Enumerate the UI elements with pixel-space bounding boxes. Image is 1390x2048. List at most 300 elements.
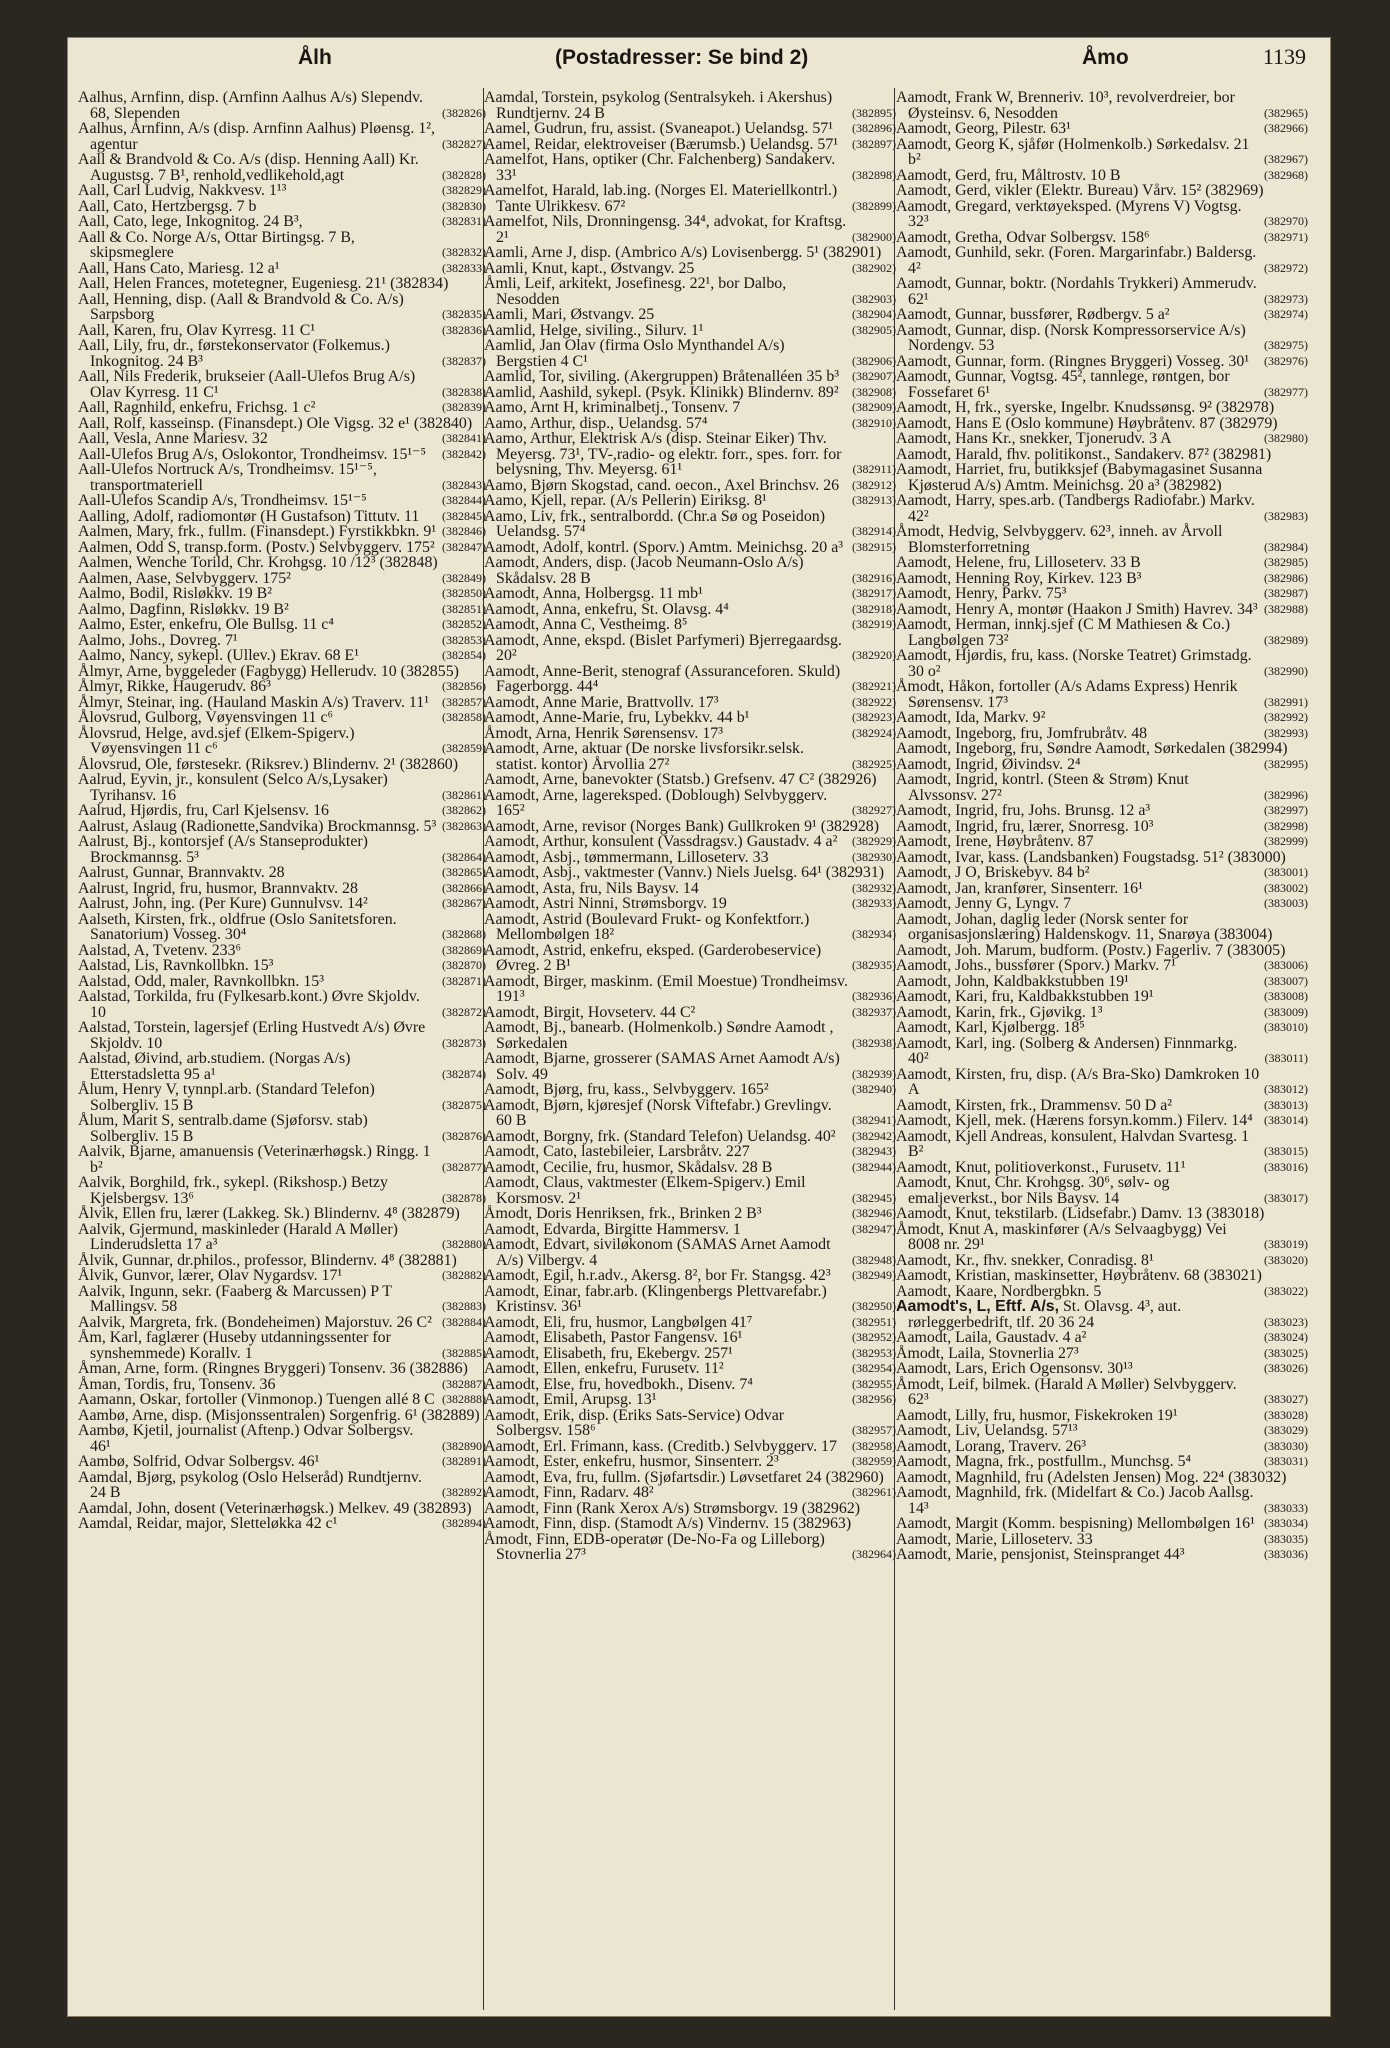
entry-text: Aamodt, Ingrid, fru, Johs. Brunsg. 12 a³ [896, 802, 1151, 819]
entry-text: Aamodt, Erik, disp. (Eriks Sats-Service) Odvar Solbergsv. 158⁶ [484, 1406, 785, 1439]
entry-phone-number: (382922) [852, 694, 896, 709]
entry-text: Aamodt, Harry, spes.arb. (Tandbergs Radiofabr.) Markv. 42² [896, 492, 1255, 525]
entry-text: Aalrust, Bj., kontorsjef (A/s Stanseprodukter) Brockmannsg. 5³ [78, 833, 368, 866]
entry-text: Aamodt, Georg K, sjåfør (Holmenkolb.) Sørkedalsv. 21 b² [896, 135, 1250, 168]
directory-entry [484, 1516, 896, 1532]
entry-text: Aalstad, Torkilda, fru (Fylkesarb.kont.) Øvre Skjoldv. 10 [78, 988, 420, 1021]
entry-text: Aamodt, Edvart, siviløkonom (SAMAS Arnet Aamodt A/s) Vilbergv. 4 [484, 1236, 831, 1269]
directory-entry [484, 369, 896, 385]
entry-text: Aalvik, Gjermund, maskinleder (Harald A Møller) Linderudsletta 17 a³ [78, 1220, 398, 1253]
directory-entry [484, 1315, 896, 1331]
entry-text: Aamo, Arnt H, kriminalbetj., Tonsenv. 7 [484, 399, 741, 416]
directory-entry [78, 90, 486, 121]
directory-entry [78, 989, 486, 1020]
entry-text: Aalstad, Torstein, lagersjef (Erling Hustvedt A/s) Øvre Skjoldv. 10 [78, 1019, 426, 1052]
entry-text: Aamo, Arthur, disp., Uelandsg. 57⁴ [484, 414, 708, 432]
directory-entry [896, 1067, 1308, 1098]
entry-phone-number: (382940) [852, 1082, 896, 1096]
entry-phone-number: (382832) [442, 245, 486, 259]
entry-phone-number: (382835) [442, 307, 486, 321]
entry-text: Aamodt, Georg, Pilestr. 63¹ [896, 120, 1071, 137]
entry-text: Aamo, Arthur, Elektrisk A/s (disp. Steinar Eiker) Thv. Meyersg. 73¹, TV-,radio- og elektr. forr., spes. forr. for belysning, Thv. Meyersg. 61¹ [484, 430, 842, 478]
directory-entry [896, 943, 1308, 959]
directory-entry [78, 1268, 486, 1284]
entry-text: Aall & Co. Norge A/s, Ottar Birtingsg. 7 B, skipsmeglere [78, 228, 355, 261]
entry-phone-number: (383026) [1264, 1361, 1308, 1375]
directory-entry [896, 1439, 1308, 1455]
directory-entry [78, 586, 486, 602]
directory-entry [78, 1144, 486, 1175]
entry-text: Aamodt, Bjarne, grosserer (SAMAS Arnet Aamodt A/s) Solv. 49 [484, 1050, 840, 1083]
entry-text: Aall, Helen Frances, motetegner, Eugeniesg. 21¹ (382834) [78, 275, 449, 292]
directory-entry [896, 230, 1308, 246]
directory-entry [484, 245, 896, 261]
directory-entry [78, 633, 486, 649]
entry-text: Aamodt's, L, Eftf. A/s, St. Olavsg. 4³, aut. rørleggerbedrift, tlf. 20 36 24 [896, 1298, 1182, 1331]
directory-entry [896, 1005, 1308, 1021]
directory-entry [484, 881, 896, 897]
entry-phone-number: (382923) [852, 710, 896, 724]
directory-entry [896, 1547, 1308, 1563]
directory-entry [896, 1175, 1308, 1206]
entry-text: Aamodt, Herman, innkj.sjef (C M Mathiesen & Co.) Langbølgen 73² [896, 616, 1231, 649]
directory-entry [78, 943, 486, 959]
entry-text: Aamodt, Anna, enkefru, St. Olavsg. 4⁴ [484, 600, 729, 618]
entry-text: Aalvik, Margreta, frk. (Bondeheimen) Majorstuv. 26 C² [78, 1313, 432, 1331]
entry-text: Aamodt, Arne, aktuar (De norske livsforsikr.selsk. statist. kontor) Årvollia 27² [484, 740, 804, 773]
entry-text: Aamodt, Knut, tekstilarb. (Lidsefabr.) Damv. 13 (383018) [896, 1205, 1265, 1222]
entry-text: Aamodt, Anna C, Vestheimg. 8⁵ [484, 616, 688, 633]
entry-text: Aamodt, Helene, fru, Lilloseterv. 33 B [896, 554, 1141, 571]
entry-text: Ålovsrud, Gulborg, Vøyensvingen 11 c⁶ [78, 709, 334, 726]
entry-text: Aamodt, Lars, Erich Ogensonsv. 30¹³ [896, 1360, 1133, 1377]
entry-phone-number: (382968) [1264, 167, 1308, 182]
entry-text: Aalrust, Ingrid, fru, husmor, Brannvaktv. 28 [78, 879, 358, 897]
directory-entry [484, 1377, 896, 1393]
entry-phone-number: (382882) [442, 1268, 486, 1282]
entry-text: Åmodt, Hedvig, Selvbyggerv. 62³, inneh. av Årvoll Blomsterforretning [896, 523, 1223, 556]
entry-text: Aall & Brandvold & Co. A/s (disp. Henning Aall) Kr. Augustsg. 7 B¹, renhold,vedlikehold,agt [78, 151, 419, 184]
directory-entry [484, 416, 896, 432]
entry-phone-number: (382837) [442, 353, 486, 368]
directory-entry [484, 1144, 896, 1160]
directory-entry [78, 121, 486, 152]
directory-entry [896, 819, 1308, 835]
directory-entry [78, 214, 486, 230]
entry-phone-number: (382872) [442, 1004, 486, 1019]
entry-text: Åmli, Leif, arkitekt, Josefinesg. 22¹, bor Dalbo, Nesodden [484, 275, 787, 308]
entry-phone-number: (382900) [852, 229, 896, 244]
entry-phone-number: (382885) [442, 1345, 486, 1360]
entry-phone-number: (382839) [442, 400, 486, 414]
entry-phone-number: (383025) [1264, 1345, 1308, 1360]
entry-text: Aamel, Reidar, elektroveiser (Bærumsb.) Uelandsg. 57¹ [484, 135, 839, 153]
entry-phone-number: (382828) [442, 167, 486, 182]
directory-entry [484, 664, 896, 695]
directory-entry [484, 1160, 896, 1176]
directory-entry [484, 834, 896, 850]
header-center-note: (Postadresser: Se bind 2) [555, 46, 809, 69]
directory-entry [896, 803, 1308, 819]
entry-phone-number: (382984) [1264, 539, 1308, 554]
directory-entry [78, 261, 486, 277]
entry-text: Aalvik, Borghild, frk., sykepl. (Rikshosp.) Betzy Kjelsbergsv. 13⁶ [78, 1174, 388, 1207]
entry-phone-number: (383001) [1264, 865, 1308, 879]
directory-entry [896, 354, 1308, 370]
entry-text: Aamodt, Gunhild, sekr. (Foren. Margarinfabr.) Baldersg. 4² [896, 244, 1257, 277]
entry-phone-number: (382858) [442, 710, 486, 724]
entry-text: Aamodt, Astri Ninni, Strømsborgv. 19 [484, 895, 727, 912]
directory-entry [896, 896, 1308, 912]
directory-entry [896, 881, 1308, 897]
directory-entry [78, 152, 486, 183]
entry-phone-number: (382996) [1264, 787, 1308, 802]
entry-text: Åmodt, Håkon, fortoller (A/s Adams Express) Henrik Sørensensv. 17³ [896, 678, 1238, 711]
entry-phone-number: (382985) [1264, 555, 1308, 569]
directory-entry [484, 493, 896, 509]
entry-text: Aalling, Adolf, radiomontør (H Gustafson) Tittutv. 11 [78, 507, 420, 525]
entry-phone-number: (383013) [1264, 1097, 1308, 1112]
entry-text: Aamodt, Knut, Chr. Krohgsg. 30⁶, sølv- og emaljeverkst., bor Nils Baysv. 14 [896, 1174, 1170, 1207]
entry-phone-number: (382868) [442, 927, 486, 941]
directory-entry [484, 1284, 896, 1315]
entry-text: Aall, Ragnhild, enkefru, Frichsg. 1 c² [78, 399, 316, 416]
entry-phone-number: (382869) [442, 942, 486, 957]
entry-phone-number: (382964) [852, 1547, 896, 1561]
entry-text: Åman, Arne, form. (Ringnes Bryggeri) Tonsenv. 36 (382886) [78, 1360, 468, 1377]
entry-phone-number: (382924) [852, 725, 896, 740]
directory-entry [896, 865, 1308, 881]
directory-entry [896, 137, 1308, 168]
directory-entry [484, 1408, 896, 1439]
entry-text: Aamodt, Karl, Kjølbergg. 18⁵ [896, 1019, 1085, 1036]
entry-phone-number: (382904) [852, 307, 896, 321]
entry-text: Aamodt, Joh. Marum, budform. (Postv.) Fagerliv. 7 (383005) [896, 941, 1286, 959]
entry-text: Åmodt, Leif, bilmek. (Harald A Møller) Selvbyggerv. 62³ [896, 1375, 1237, 1408]
entry-phone-number: (382998) [1264, 818, 1308, 833]
entry-phone-number: (382861) [442, 787, 486, 802]
entry-text: Aamodt, Gunnar, bussfører, Rødbergv. 5 a² [896, 306, 1170, 323]
directory-entry [78, 416, 486, 432]
entry-text: Aamodt, J O, Briskebyv. 84 b² [896, 864, 1090, 881]
entry-phone-number: (382854) [442, 648, 486, 662]
entry-text: Aall, Carl Ludvig, Nakkvesv. 1¹³ [78, 182, 287, 199]
entry-text: Aamann, Oskar, fortoller (Vinmonop.) Tuengen allé 8 C [78, 1391, 435, 1408]
directory-entry [896, 1098, 1308, 1114]
entry-phone-number: (382914) [852, 524, 896, 538]
directory-entry [78, 1175, 486, 1206]
directory-entry [484, 400, 896, 416]
entry-phone-number: (382865) [442, 865, 486, 879]
entry-phone-number: (382920) [852, 648, 896, 662]
entry-text: Aamodt, Eli, fru, husmor, Langbølgen 41⁷ [484, 1313, 753, 1331]
entry-phone-number: (382850) [442, 586, 486, 600]
entry-phone-number: (382944) [852, 1159, 896, 1174]
directory-entry [896, 1485, 1308, 1516]
directory-entry [484, 772, 896, 788]
entry-text: Aamodt, Irene, Høybråtenv. 87 [896, 833, 1094, 850]
entry-text: Aamodt, Cato, lastebileier, Larsbråtv. 227 [484, 1143, 750, 1160]
directory-entry [78, 803, 486, 819]
entry-text: Aamodt, Henry A, montør (Haakon J Smith) Havrev. 34³ [896, 600, 1258, 618]
entry-text: Aall, Vesla, Anne Mariesv. 32 [78, 430, 268, 447]
entry-text: Aamodt, Marie, Lilloseterv. 33 [896, 1530, 1093, 1548]
directory-entry [78, 493, 486, 509]
entry-text: Aamodt, Ester, enkefru, husmor, Sinsenterr. 2³ [484, 1453, 779, 1470]
directory-entry [78, 276, 486, 292]
entry-phone-number: (382866) [442, 880, 486, 895]
directory-entry [896, 726, 1308, 742]
directory-entry [78, 896, 486, 912]
entry-text: Aamodt, Ellen, enkefru, Furusetv. 11² [484, 1360, 724, 1377]
entry-text: Aamli, Arne J, disp. (Ambrico A/s) Lovisenbergg. 5¹ (382901) [484, 244, 882, 261]
directory-entry [484, 338, 896, 369]
entry-phone-number: (383010) [1264, 1020, 1308, 1034]
directory-entry [78, 958, 486, 974]
directory-entry [78, 1423, 486, 1454]
directory-entry [484, 695, 896, 711]
directory-entry [484, 1485, 896, 1501]
directory-entry [484, 1439, 896, 1455]
entry-phone-number: (382933) [852, 896, 896, 910]
entry-text: Aalrust, John, ing. (Per Kure) Gunnulvsv. 14² [78, 895, 368, 912]
entry-phone-number: (382903) [852, 291, 896, 306]
entry-text: Aamodt, Gerd, vikler (Elektr. Bureau) Vårv. 15² (382969) [896, 182, 1264, 199]
directory-entry [484, 912, 896, 943]
entry-text: Aamodt, Hans Kr., snekker, Tjonerudv. 3 A [896, 430, 1172, 447]
entry-phone-number: (382863) [442, 818, 486, 833]
directory-entry [78, 865, 486, 881]
entry-text: Åmodt, Arna, Henrik Sørensensv. 17³ [484, 724, 723, 742]
directory-entry [78, 323, 486, 339]
entry-phone-number: (382857) [442, 694, 486, 709]
entry-phone-number: (382951) [852, 1314, 896, 1329]
entry-phone-number: (382838) [442, 384, 486, 399]
entry-phone-number: (382929) [852, 834, 896, 848]
entry-text: Aamdal, John, dosent (Veterinærhøgsk.) Melkev. 49 (382893) [78, 1499, 472, 1517]
entry-phone-number: (383015) [1264, 1144, 1308, 1158]
entry-text: Ålovsrud, Helge, avd.sjef (Elkem-Spigerv.) Vøyensvingen 11 c⁶ [78, 724, 355, 757]
entry-text: Aamodt, Knut, politioverkonst., Furusetv. 11¹ [896, 1158, 1186, 1176]
directory-entry [896, 183, 1308, 199]
entry-text: Aamelfot, Nils, Dronningensg. 34⁴, advokat, for Kraftsg. 2¹ [484, 213, 847, 246]
entry-phone-number: (382915) [852, 539, 896, 554]
directory-entry [484, 1082, 896, 1098]
entry-text: Aamdal, Bjørg, psykolog (Oslo Helseråd) Rundtjernv. 24 B [78, 1468, 422, 1501]
entry-text: Aamodt, Anders, disp. (Jacob Neumann-Oslo A/s) Skådalsv. 28 B [484, 554, 804, 587]
entry-phone-number: (382877) [442, 1159, 486, 1174]
entry-phone-number: (382896) [852, 121, 896, 135]
directory-entry [78, 338, 486, 369]
directory-page [68, 38, 1330, 2016]
entry-text: Aamodt, Kaare, Nordbergbkn. 5 [896, 1282, 1102, 1300]
directory-entry [896, 1284, 1308, 1300]
entry-text: Aamodt, Henning Roy, Kirkev. 123 B³ [896, 569, 1142, 587]
entry-phone-number: (382852) [442, 617, 486, 631]
directory-entry [484, 710, 896, 726]
entry-text: Aalhus, Arnfinn, disp. (Arnfinn Aalhus A/s) Slependv. 68, Slependen [78, 90, 424, 122]
directory-entry [484, 121, 896, 137]
directory-entry [896, 974, 1308, 990]
entry-phone-number: (382873) [442, 1035, 486, 1050]
directory-entry [78, 555, 486, 571]
entry-phone-number: (382853) [442, 632, 486, 647]
directory-entry [896, 1129, 1308, 1160]
directory-entry [896, 679, 1308, 710]
entry-text: Aalmo, Ester, enkefru, Ole Bullsg. 11 c⁴ [78, 616, 334, 633]
entry-phone-number: (382856) [442, 679, 486, 693]
directory-entry [896, 400, 1308, 416]
entry-phone-number: (382955) [852, 1376, 896, 1391]
entry-phone-number: (383007) [1264, 973, 1308, 988]
entry-phone-number: (382921) [852, 679, 896, 693]
entry-phone-number: (382871) [442, 973, 486, 988]
entry-phone-number: (383031) [1264, 1454, 1308, 1468]
directory-entry [78, 1113, 486, 1144]
entry-phone-number: (382971) [1264, 229, 1308, 244]
entry-text: Aamo, Liv, frk., sentralbordd. (Chr.a Sø og Poseidon) Uelandsg. 57⁴ [484, 507, 826, 540]
entry-phone-number: (383017) [1264, 1190, 1308, 1205]
entry-text: Aamdal, Reidar, major, Sletteløkka 42 c¹ [78, 1515, 338, 1532]
entry-text: Aamodt, Arne, banevokter (Statsb.) Grefsenv. 47 C² (382926) [484, 771, 877, 788]
entry-text: Aamodt, Bjørg, fru, kass., Selvbyggerv. 165² [484, 1081, 769, 1098]
entry-phone-number: (382942) [852, 1128, 896, 1143]
entry-text: Aamodt, Anne-Berit, stenograf (Assuranceforen. Skuld) Fagerborgg. 44⁴ [484, 662, 841, 695]
entry-phone-number: (382934) [852, 927, 896, 941]
entry-phone-number: (382976) [1264, 353, 1308, 368]
entry-phone-number: (383024) [1264, 1330, 1308, 1344]
entry-phone-number: (382958) [852, 1438, 896, 1453]
directory-entry [78, 695, 486, 711]
directory-entry [484, 741, 896, 772]
entry-phone-number: (382888) [442, 1392, 486, 1406]
directory-entry [896, 648, 1308, 679]
directory-entry [896, 493, 1308, 524]
entry-text: Aalstad, Øivind, arb.studiem. (Norgas A/s) Etterstadsletta 95 a¹ [78, 1050, 351, 1083]
entry-phone-number: (383006) [1264, 958, 1308, 972]
entry-phone-number: (383014) [1264, 1113, 1308, 1127]
entry-phone-number: (382899) [852, 198, 896, 213]
entry-phone-number: (382936) [852, 989, 896, 1003]
directory-entry [484, 540, 896, 556]
entry-text: Aall, Karen, fru, Olav Kyrresg. 11 C¹ [78, 321, 316, 339]
entry-text: Åman, Tordis, fru, Tonsenv. 36 [78, 1375, 276, 1393]
directory-entry [78, 1454, 486, 1470]
entry-text: Aalmen, Mary, frk., fullm. (Finansdept.) Fyrstikkbkn. 9¹ [78, 523, 437, 540]
entry-text: Aall, Hans Cato, Mariesg. 12 a¹ [78, 259, 280, 277]
entry-text: Aamodt, Elisabeth, fru, Ekebergv. 257¹ [484, 1344, 733, 1362]
entry-text: Åmodt, Laila, Stovnerlia 27³ [896, 1344, 1079, 1362]
directory-entry [896, 447, 1308, 463]
directory-entry [78, 834, 486, 865]
directory-entry [896, 571, 1308, 587]
directory-entry [484, 1361, 896, 1377]
header-right-guideword: Åmo [1082, 46, 1129, 69]
listing-column-3 [896, 90, 1308, 2010]
entry-phone-number: (382849) [442, 570, 486, 585]
directory-entry [896, 710, 1308, 726]
entry-phone-number: (382941) [852, 1113, 896, 1127]
entry-phone-number: (382867) [442, 896, 486, 910]
entry-phone-number: (382897) [852, 136, 896, 151]
directory-entry [484, 1330, 896, 1346]
entry-text: Aamodt, Harriet, fru, butikksjef (Babymagasinet Susanna Kjøsterud A/s) Amtm. Meinichsg. 20 a³ (382982) [896, 461, 1263, 494]
directory-entry [484, 1005, 896, 1021]
directory-entry [896, 1330, 1308, 1346]
entry-text: Aamlid, Tor, siviling. (Akergruppen) Bråtenalléen 35 b³ [484, 368, 840, 385]
entry-phone-number: (382842) [442, 446, 486, 461]
directory-entry [484, 1206, 896, 1222]
entry-text: Aamodt, Jenny G, Lyngv. 7 [896, 895, 1072, 912]
directory-entry [484, 974, 896, 1005]
entry-text: Aamodt, Borgny, frk. (Standard Telefon) Uelandsg. 40² [484, 1127, 836, 1145]
entry-text: Aamodt, Gregard, verktøyeksped. (Myrens V) Vogtsg. 32³ [896, 197, 1242, 230]
directory-entry [484, 1098, 896, 1129]
directory-entry [484, 509, 896, 540]
entry-text: Åmodt, Finn, EDB-operatør (De-No-Fa og Lilleborg) Stovnerlia 27³ [484, 1530, 825, 1563]
entry-phone-number: (382993) [1264, 725, 1308, 740]
entry-text: Aall-Ulefos Nortruck A/s, Trondheimsv. 15¹⁻⁵, transportmateriell [78, 461, 377, 494]
entry-phone-number: (382947) [852, 1221, 896, 1236]
directory-entry [484, 1129, 896, 1145]
entry-text: Aamodt, Arne, revisor (Norges Bank) Gullkroken 9¹ (382928) [484, 817, 880, 835]
entry-text: Aamodt, Ida, Markv. 9² [896, 709, 1046, 726]
entry-phone-number: (383011) [1264, 1051, 1308, 1065]
entry-text: Aamodt, Egil, h.r.adv., Akersg. 8², bor Fr. Stangsg. 42³ [484, 1267, 831, 1284]
entry-phone-number: (382916) [852, 570, 896, 585]
directory-entry [896, 912, 1308, 943]
entry-text: Aamlid, Jan Olav (firma Oslo Mynthandel A/s) Bergstien 4 C¹ [484, 337, 785, 370]
entry-phone-number: (382939) [852, 1066, 896, 1081]
entry-text: Aamodt, Johs., bussfører (Sporv.) Markv. 7¹ [896, 957, 1176, 974]
directory-entry [78, 400, 486, 416]
directory-entry [78, 819, 486, 835]
entry-text: Aalseth, Kirsten, frk., oldfrue (Oslo Sanitetsforen. Sanatorium) Vosseg. 30⁴ [78, 910, 397, 943]
entry-phone-number: (382911) [852, 462, 896, 476]
entry-text: Aamodt, Lilly, fru, husmor, Fiskekroken 19¹ [896, 1406, 1178, 1424]
entry-phone-number: (382925) [852, 756, 896, 771]
entry-phone-number: (382880) [442, 1237, 486, 1251]
directory-entry [484, 152, 896, 183]
entry-text: Aamodt, Anne Marie, Brattvollv. 17³ [484, 693, 719, 711]
directory-entry [896, 1268, 1308, 1284]
entry-phone-number: (382966) [1264, 121, 1308, 135]
directory-entry [484, 1532, 896, 1563]
entry-text: Aamli, Knut, kapt., Østvangv. 25 [484, 259, 695, 277]
entry-phone-number: (382986) [1264, 570, 1308, 585]
entry-phone-number: (382910) [852, 415, 896, 430]
entry-text: Aamodt, Laila, Gaustadv. 4 a² [896, 1329, 1087, 1346]
directory-entry [896, 1020, 1308, 1036]
entry-text: Ålum, Marit S, sentralb.dame (Sjøforsv. stab) Solbergliv. 15 B [78, 1112, 368, 1145]
entry-phone-number: (382826) [442, 105, 486, 120]
directory-entry [78, 881, 486, 897]
entry-text: Aamodt, Hans E (Oslo kommune) Høybråtenv. 87 (382979) [896, 414, 1278, 432]
directory-entry [484, 633, 896, 664]
directory-entry [484, 90, 896, 121]
entry-text: Aamlid, Helge, siviling., Silurv. 1¹ [484, 321, 704, 339]
entry-text: Aamodt, Harald, fhv. politikonst., Sandakerv. 87² (382981) [896, 445, 1272, 463]
directory-entry [484, 431, 896, 478]
directory-entry [78, 912, 486, 943]
entry-text: Aalrust, Aslaug (Radionette,Sandvika) Brockmannsg. 5³ [78, 817, 437, 835]
entry-phone-number: (382851) [442, 601, 486, 616]
directory-entry [78, 1516, 486, 1532]
entry-text: Aamodt, Marie, pensjonist, Steinspranget 44³ [896, 1546, 1185, 1563]
entry-phone-number: (382905) [852, 322, 896, 337]
entry-text: Aamodt, Astrid (Boulevard Frukt- og Konfektforr.) Mellombølgen 18² [484, 910, 810, 943]
entry-text: Ålvik, Gunvor, lærer, Olav Nygardsv. 17¹ [78, 1267, 343, 1284]
